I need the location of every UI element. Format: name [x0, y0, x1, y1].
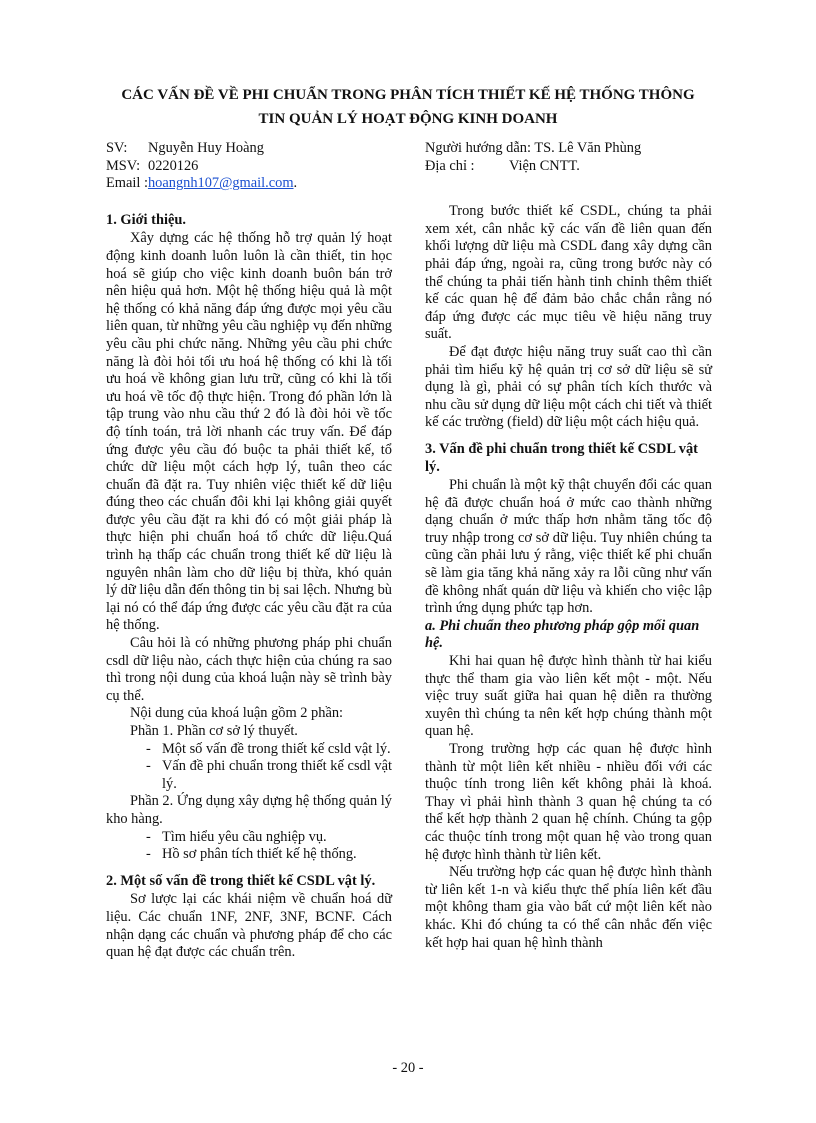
- msv-line: [106, 158, 392, 176]
- list-item-text: Một số vấn đề trong thiết kế csld vật lý.: [162, 740, 391, 757]
- sv-name: Nguyễn Huy Hoàng: [148, 140, 264, 156]
- section-1-paragraph-2: Câu hỏi là có những phương pháp phi chuẩn csdl dữ liệu nào, cách thực hiện của chúng ra sao thì trong nội dung của khoá luận này sẽ trình bày cụ thể.: [106, 635, 392, 704]
- msv-label: MSV:: [106, 157, 141, 174]
- sv-label: SV:: [106, 140, 128, 156]
- list-item-text: Tìm hiểu yêu cầu nghiệp vụ.: [162, 828, 327, 845]
- content-intro: Nội dung của khoá luận gồm 2 phần:: [130, 705, 344, 722]
- section-1-heading: 1. Giới thiệu.: [106, 211, 186, 228]
- right-paragraph-1: Trong bước thiết kế CSDL, chúng ta phải xem xét, cân nhắc kỹ các vấn đề liên quan đến khối lượng dữ liệu mà CSDL đang xây dựng cần phải đáp ứng, ngoài ra, cũng trong bước này có thể chúng ta phải tiến hành tinh chỉnh thêm thiết kế các quan hệ để đảm bảo chắc chắn rằng nó đáp ứng được các mục tiêu về hiệu năng truy suất.: [425, 203, 712, 343]
- dash-bullet: -: [146, 828, 151, 845]
- title-line-2: TIN QUẢN LÝ HOẠT ĐỘNG KINH DOANH: [258, 111, 558, 127]
- section-3-paragraph-4: Nếu trường hợp các quan hệ được hình thành từ liên kết 1-n và kiểu thực thể phía liên kết đầu một không tham gia vào bất cứ một liên kết nào khác. Khi đó chúng ta có thể cân nhắc đến việc kết hợp hai quan hệ hình thành: [425, 864, 712, 951]
- section-3-paragraph-2: Khi hai quan hệ được hình thành từ hai kiểu thực thể tham gia vào liên kết một - một. Nếu việc truy suất giữa hai quan hệ diễn ra thường xuyên thì chúng ta nên kết hợp chúng thành một quan hệ.: [425, 653, 712, 740]
- section-3-heading: 3. Vấn đề phi chuẩn trong thiết kế CSDL vật lý.: [425, 440, 698, 475]
- email-link[interactable]: hoangnh107@gmail.com: [147, 175, 294, 192]
- email-line: [106, 175, 392, 193]
- section-2-heading: 2. Một số vấn đề trong thiết kế CSDL vật lý.: [106, 872, 376, 889]
- paper-title: [100, 83, 716, 131]
- list-item-text: Hồ sơ phân tích thiết kế hệ thống.: [162, 846, 357, 863]
- right-column: [425, 140, 712, 952]
- address-value: Viện CNTT.: [509, 157, 580, 174]
- part-2-list: [106, 829, 392, 864]
- section-3-paragraph-1: Phi chuẩn là một kỹ thật chuyển đổi các quan hệ đã được chuẩn hoá ở mức cao thành những dạng chuẩn ở mức thấp hơn nhằm tăng tốc độ truy nhập trong cơ sở dữ liệu. Tuy nhiên chúng ta cũng cần phải lưu ý rằng, việc thiết kế phi chuẩn sẽ làm gia tăng khả năng xảy ra lỗi cũng như vấn đề không nhất quán dữ liệu và khiến cho việc lập trình ứng dụng phức tạp hơn.: [425, 477, 712, 617]
- page-number: - 20 -: [392, 1060, 424, 1076]
- list-item-text: Vấn đề phi chuẩn trong thiết kế csdl vật lý.: [162, 758, 392, 792]
- email-end: .: [293, 175, 298, 192]
- email-label: Email :: [106, 175, 148, 192]
- section-1-paragraph-1: Xây dựng các hệ thống hỗ trợ quản lý hoạt động kinh doanh luôn luôn là cần thiết, tin học hoá sẽ giúp cho việc kinh doanh buôn bán trở nên hiệu quả hơn. Một hệ thống hiệu quả là một hệ thống có khả năng đáp ứng được mọi yêu cầu liên quan, từ những yêu cầu nghiệp vụ đến những yêu cầu phi chức năng. Những yêu cầu phi chức năng là đòi hỏi tối ưu hoá hệ thống có khi là tối ưu hoá về không gian lưu trữ, cũng có khi là tối ưu hoá về tốc độ thực hiện. Trong đó phần lớn là tập trung vào nhu cầu thứ 2 đó là đòi hỏi về tốc độ tính toán, trả lời nhanh các truy vấn. Để đáp ứng được yêu cầu đó buộc ta phải thiết kế, tổ chức dữ liệu một cách hợp lý, tuân theo các chuẩn đã đặt ra. Tuy nhiên việc thiết kế dữ liệu đúng theo các chuẩn đôi khi lại không giải quyết được yêu cầu đặt ra khi đó có một giải pháp là thực hiện phi chuẩn hoá tổ chức dữ liệu.Quá trình hạ thấp các chuẩn trong thiết kế dữ liệu là nguyên nhân làm cho dữ liệu bị thừa, khó quản lý dữ liệu dẫn đến thông tin bị sai lệch. Nhưng bù lại nó có thể đáp ứng được các yêu cầu đặt ra của hệ thống.: [106, 230, 392, 634]
- advisor-label: Người hướng dẫn:: [425, 140, 531, 156]
- address-line: [425, 158, 712, 176]
- list-item: [106, 846, 392, 864]
- list-item: [106, 829, 392, 847]
- address-label: Địa chỉ :: [425, 157, 475, 174]
- subsection-a-heading: a. Phi chuẩn theo phương pháp gộp mối quan hệ.: [425, 617, 700, 652]
- section-2-paragraph-1: Sơ lược lại các khái niệm về chuẩn hoá dữ liệu. Các chuẩn 1NF, 2NF, 3NF, BCNF. Cách nhận dạng các chuẩn và phương pháp để cho các quan hệ đạt được các chuẩn trên.: [106, 891, 392, 961]
- advisor-line: [425, 140, 712, 158]
- left-column: [106, 140, 392, 962]
- part-1-list: [106, 741, 392, 794]
- dash-bullet: -: [146, 846, 151, 863]
- msv-value: 0220126: [148, 157, 199, 174]
- advisor-name: TS. Lê Văn Phùng: [534, 140, 642, 156]
- dash-bullet: -: [146, 758, 151, 775]
- list-item: [106, 741, 392, 759]
- list-item: [106, 758, 392, 793]
- part-2-title: Phần 2. Ứng dụng xây dựng hệ thống quản lý kho hàng.: [106, 793, 392, 827]
- student-line: [106, 140, 392, 158]
- right-paragraph-2: Để đạt được hiệu năng truy suất cao thì cần phải tìm hiểu kỹ hệ quản trị cơ sở dữ liệu sẽ sử dụng là gì, phải có sự phân tích kích thước và nhu cầu sử dụng dữ liệu một cách chi tiết và thiết kế các trường (field) dữ liệu một cách hiệu quả.: [425, 343, 712, 431]
- dash-bullet: -: [146, 740, 151, 757]
- section-3-paragraph-3: Trong trường hợp các quan hệ được hình thành từ một liên kết nhiều - nhiều đối với các thuộc tính trong liên kết không phải là khoá. Thay vì phải hình thành 3 quan hệ chúng ta có thể kết hợp thành 2 quan hệ chính. Chúng ta gộp các thuộc tính trong một quan hệ vào trong quan hệ được hình thành từ liên kết.: [425, 741, 712, 863]
- part-1-title: Phần 1. Phần cơ sở lý thuyết.: [130, 723, 298, 739]
- title-line-1: CÁC VẤN ĐỀ VỀ PHI CHUẨN TRONG PHÂN TÍCH THIẾT KẾ HỆ THỐNG THÔNG: [121, 87, 695, 103]
